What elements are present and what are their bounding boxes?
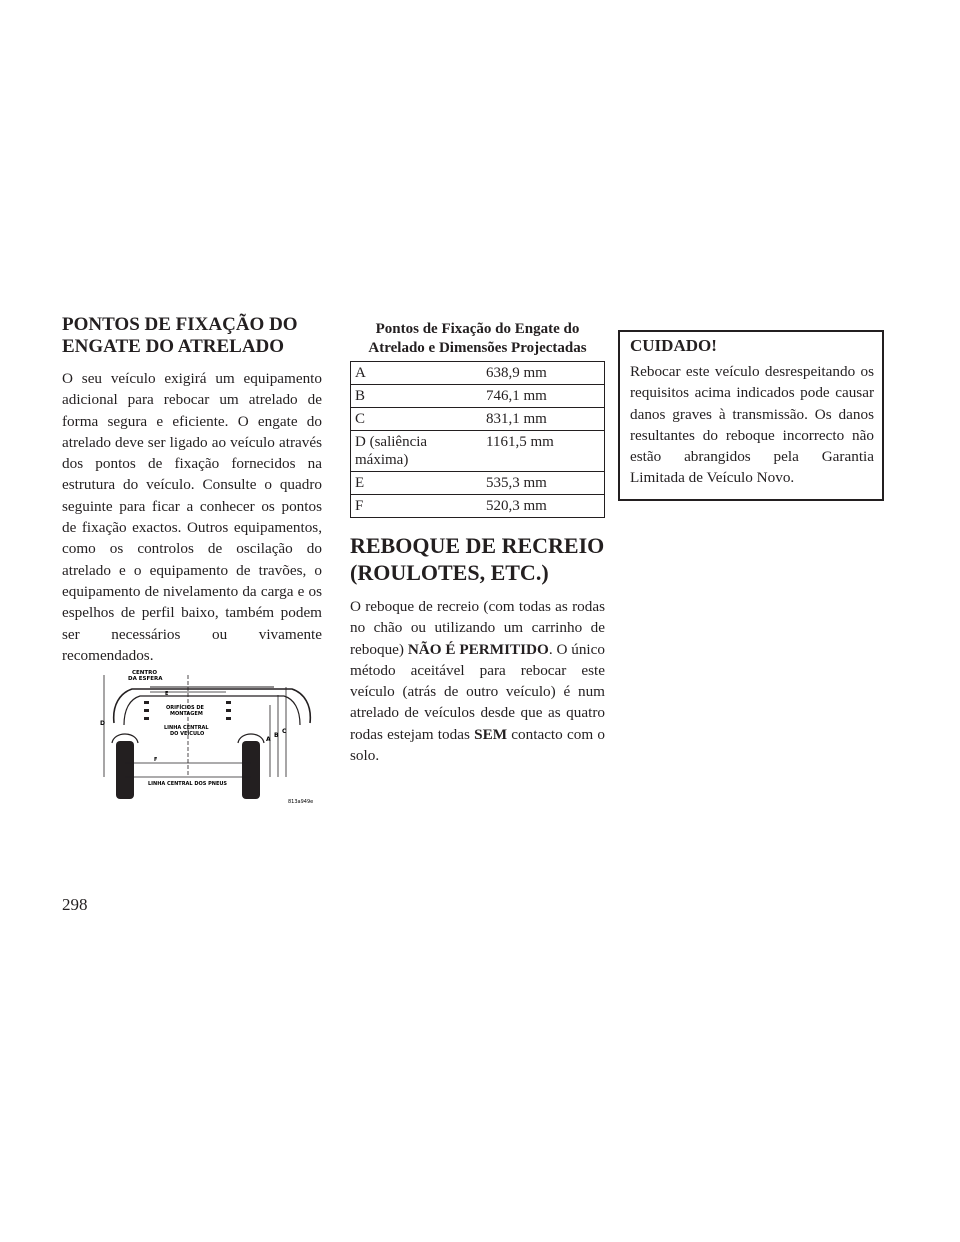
table-row [351,408,605,431]
tire-right [242,741,260,799]
caution-box [618,330,884,501]
caution-body: Rebocar este veículo desrespeitando os requisitos acima indicados pode causar danos graves à transmissão. Os danos resultantes do reboque incorrecto não estão abrangidos pela Garantia Limitada de Veículo Novo. [630,363,874,487]
section-body-hitch-points: O seu veículo exigirá um equipamento adicional para rebocar um atrelado de forma segura e eficiente. O engate do atrelado deve ser ligado ao veículo através dos pontos de fixação fornecidos na estrutura do veículo. Consulte o quadro seguinte para ficar a conhecer os pontos de fixação exactos. Outros equipamentos, como os controlos de oscilação do atrelado e o equipamento de travões, o equipamento de nivelamento da carga e os espelhos de perfil baixo, também podem ser necessários ou vivamente recomendados. [62,370,322,664]
diagram-label-linha-central: LINHA CENTRAL [164,725,209,731]
table-cell-label: A [351,362,483,385]
table-row [351,495,605,518]
section-body-recreational-towing [350,596,605,766]
body-text: . O único método aceitável para rebocar este veículo (atrás de outro veículo) é num atrelado de veículos desde que as quatro rodas estejam todas [350,640,605,743]
diagram-dim-e: E [165,691,169,697]
table-row [351,385,605,408]
table-row [351,431,605,472]
column-left [62,314,322,666]
body-bold-text: SEM [474,725,508,743]
table-cell-value: 535,3 mm [482,472,605,495]
page-number: 298 [62,895,88,914]
tire-left [116,741,134,799]
table-cell-label: B [351,385,483,408]
table-cell-value: 638,9 mm [482,362,605,385]
section-heading-hitch-points: PONTOS DE FIXAÇÃO DO ENGATE DO ATRELADO [62,314,298,357]
column-middle [350,320,605,766]
body-text: O reboque de recreio (com todas as rodas no chão ou utilizando um carrinho de reboque) [350,598,605,658]
diagram-dim-f: F [154,757,158,763]
diagram-label-pneus: LINHA CENTRAL DOS PNEUS [148,781,228,787]
table-cell-value: 746,1 mm [482,385,605,408]
column-right [618,320,884,501]
diagram-dim-a: A [266,736,271,743]
table-row [351,472,605,495]
diagram-label-montagem: MONTAGEM [170,711,203,717]
diagram-dim-c: C [282,728,287,735]
section-heading-recreational-towing: REBOQUE DE RECREIO (ROULOTES, ETC.) [350,533,605,585]
table-row [351,362,605,385]
table-cell-label: C [351,408,483,431]
table-cell-label: E [351,472,483,495]
table-cell-label: D (saliência máxima) [351,431,483,472]
table-cell-value: 831,1 mm [482,408,605,431]
diagram-label-do-veiculo: DO VEÍCULO [170,731,205,737]
body-bold-text: NÃO É PERMITIDO [407,640,549,658]
table-cell-value: 1161,5 mm [482,431,605,472]
diagram-dim-d: D [100,720,105,727]
caution-title: CUIDADO! [630,336,717,355]
table-cell-label: F [351,495,483,518]
body-text: contacto com o solo. [350,725,606,765]
dimensions-table-header: Pontos de Fixação do Engate do Atrelado e Dimensões Projectadas [351,320,605,362]
hitch-diagram [92,665,332,805]
diagram-label-orificios: ORIFÍCIOS DE [166,705,204,711]
diagram-label-esfera: DA ESFERA [128,676,163,682]
diagram-dim-b: B [274,732,279,739]
diagram-code: 813a949e [288,799,314,805]
dimensions-table [350,320,605,518]
diagram-label-centro: CENTRO [132,670,158,676]
table-cell-value: 520,3 mm [482,495,605,518]
